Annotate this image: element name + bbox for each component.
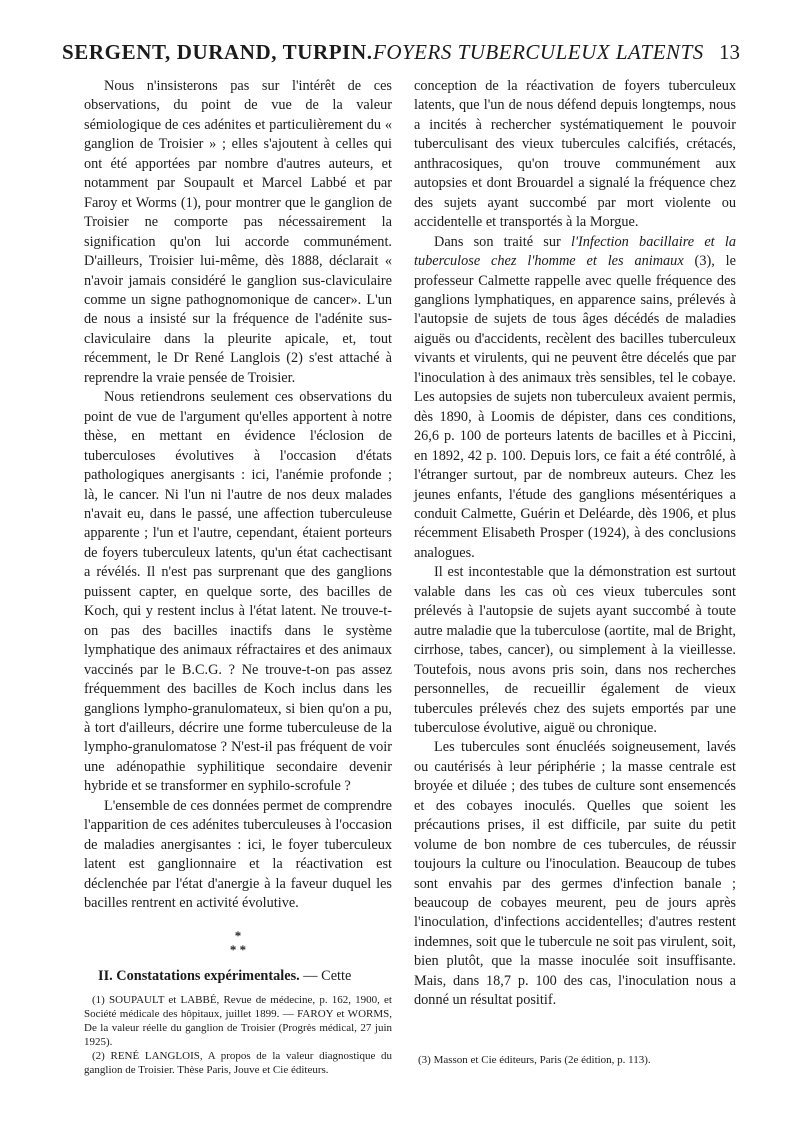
paragraph-rest: (3), le professeur Calmette rappelle avec quelle fréquence des ganglions lymphatiques, en apparence sains, prélevés à l'autopsie de sujets de tous âges décédés de maladies aiguës ou d'accidents, recèlent des bacilles tuberculeux vivants et virulents, qui ne peuvent être décelés que par l'inoculation à des animaux très sensibles, tel le cobaye. Les autopsies de sujets non tuberculeux avaient permis, dès 1890, à Loomis de dépister, dans ces conditions, 26,6 p. 100 de porteurs latents de bacilles et à Piccini, en 1892, 42 p. 100. Depuis lors, ce fait a été contrôlé, à l'étranger surtout, par de nombreux auteurs. Chez les jeunes enfants, l'étude des ganglions mésentériques a conduit Calmette, Guérin et Deléarde, dès 1906, et plus récemment Elisabeth Prosper (1924), à des conclusions analogues. bbox=[414, 253, 736, 561]
running-header bbox=[62, 36, 740, 66]
separator-star-top: * bbox=[234, 928, 242, 944]
paragraph: Il est incontestable que la démonstration est surtout valable dans les cas où ces vieux tubercules sont prélevés à l'autopsie de sujets ayant succombé à toute autre maladie que la tuberculose (aortite, mal de Bright, cirrhose, tabes, cancer), ou simplement à la vieillesse. Toutefois, nous avons pris soin, dans nos recherches personnelles, de recueillir également de vieux tubercules prélevés chez des sujets emportés par une tuberculose évolutive, aiguë ou chronique. bbox=[414, 564, 736, 736]
paragraph-lead: Dans son traité sur bbox=[434, 233, 571, 250]
section-heading-title: II. Constatations expérimentales. bbox=[98, 968, 300, 985]
page-number: 13 bbox=[719, 40, 740, 64]
left-column bbox=[84, 77, 392, 1077]
right-column bbox=[414, 77, 736, 1011]
footnote-right: (3) Masson et Cie éditeurs, Paris (2e édition, p. 113). bbox=[418, 1054, 651, 1066]
paragraph: Nous n'insisterons pas sur l'intérêt de ces observations, du point de vue de la valeur sémiologique de ces adénites et particulièrement du « ganglion de Troisier » ; elles s'ajoutent à celles qui ont été apportées par nombre d'autres auteurs, et notamment par Soupault et Marcel Labbé et par Faroy et Worms (1), pour montrer que le ganglion de Troisier ne comporte pas nécessairement la signification qu'on lui accorde communément. D'ailleurs, Troisier lui-même, dès 1888, déclarait « n'avoir jamais considéré le ganglion sus-claviculaire comme un signe pathognomonique de cancer». L'un de nous a insisté sur la fréquence de l'adénite sus-claviculaire dans la pleurite apicale, et, tout récemment, le Dr René Langlois (2) s'est attaché à reprendre la vraie pensée de Troisier. bbox=[84, 78, 392, 386]
paragraph: L'ensemble de ces données permet de comprendre l'apparition de ces adénites tuberculeuses à l'occasion de maladies anergisantes : ici, le foyer tuberculeux latent est ganglionnaire et la réactivation est déclenchée par l'état d'anergie à la faveur duquel les bacilles rentrent en activité évolutive. bbox=[84, 797, 392, 912]
footnotes-left bbox=[84, 993, 392, 1077]
footnote: (2) RENÉ LANGLOIS, A propos de la valeur diagnostique du ganglion de Troisier. Thèse Paris, Jouve et Cie éditeurs. bbox=[84, 1049, 392, 1076]
paragraph: Nous retiendrons seulement ces observations du point de vue de l'argument qu'elles apportent à notre thèse, en mettant en évidence l'éclosion de tuberculoses évolutives à l'occasion d'états pathologiques anergisants : ici, l'anémie profonde ; là, le cancer. Ni l'un ni l'autre de nos deux malades n'avait eu, dans le passé, une affection tuberculeuse apparente ; l'un et l'autre, cependant, étaient porteurs de foyers tuberculeux latents, qu'un état cachectisant a révélés. Il n'est pas surprenant que des ganglions puissent capter, en quelque sorte, des bacilles de Koch, qui y restent inclus à l'état latent. Ne trouve-t-on pas des bacilles inactifs dans le système lymphatique des animaux réfractaires et des animaux vaccinés par le B.C.G. ? Ne trouve-t-on pas assez fréquemment des bacilles de Koch inclus dans les ganglions lympho-granulomateux, si bien qu'on a pu, à tort d'ailleurs, décrire une forme tuberculeuse de la lympho-granulomatose ? N'est-il pas fréquent de voir une adénopathie syphilitique secondaire devenir hybride et se transformer en syphilo-scrofule ? bbox=[84, 389, 392, 795]
header-authors: SERGENT, DURAND, TURPIN. bbox=[62, 40, 373, 64]
header-title: FOYERS TUBERCULEUX LATENTS bbox=[373, 40, 704, 64]
book-title: l'Infection bacillaire et la tuberculose chez l'homme et les animaux bbox=[414, 233, 736, 270]
footnote: (1) SOUPAULT et LABBÉ, Revue de médecine, p. 162, 1900, et Société médicale des hôpitaux, juillet 1899. — FAROY et WORMS, De la valeur réelle du ganglion de Troisier (Progrès médical, 27 juin 1925). bbox=[84, 993, 392, 1048]
separator-stars-bottom: * * bbox=[229, 942, 247, 958]
paragraph: Les tubercules sont énucléés soigneusement, lavés ou cautérisés à leur périphérie ; la masse centrale est broyée et diluée ; des tubes de culture sont ensemencés et des cobayes inoculés. Quelles que soient les précautions prises, il est difficile, par suite du petit volume de bon nombre de ces tubercules, de réussir toujours la culture ou l'inoculation. Beaucoup de tubes sont envahis par des germes d'infection banale ; beaucoup de cobayes meurent, peu de jours après l'inoculation, d'infections accidentelles; d'autres restent indemnes, soit que le tubercule ne soit pas virulent, soit, bien plutôt, que la masse inoculée soit insuffisante. Mais, dans 18,7 p. 100 des cas, l'inoculation nous a donné un résultat positif. bbox=[414, 739, 736, 1009]
section-heading-tail: — Cette bbox=[299, 968, 352, 985]
section-separator bbox=[84, 929, 392, 957]
paragraph: conception de la réactivation de foyers tuberculeux latents, que l'un de nous défend depuis longtemps, nous a incités à rechercher systématiquement le pouvoir tuberculisant des vieux tubercules calcifiés, crétacés, anthracosiques, qu'on trouve communément aux autopsies et dont Brouardel a signalé la fréquence chez des sujets ayant succombé par mort violente ou accidentelle et transportés à la Morgue. bbox=[414, 78, 736, 231]
paragraph bbox=[414, 233, 736, 564]
section-heading bbox=[84, 967, 392, 986]
